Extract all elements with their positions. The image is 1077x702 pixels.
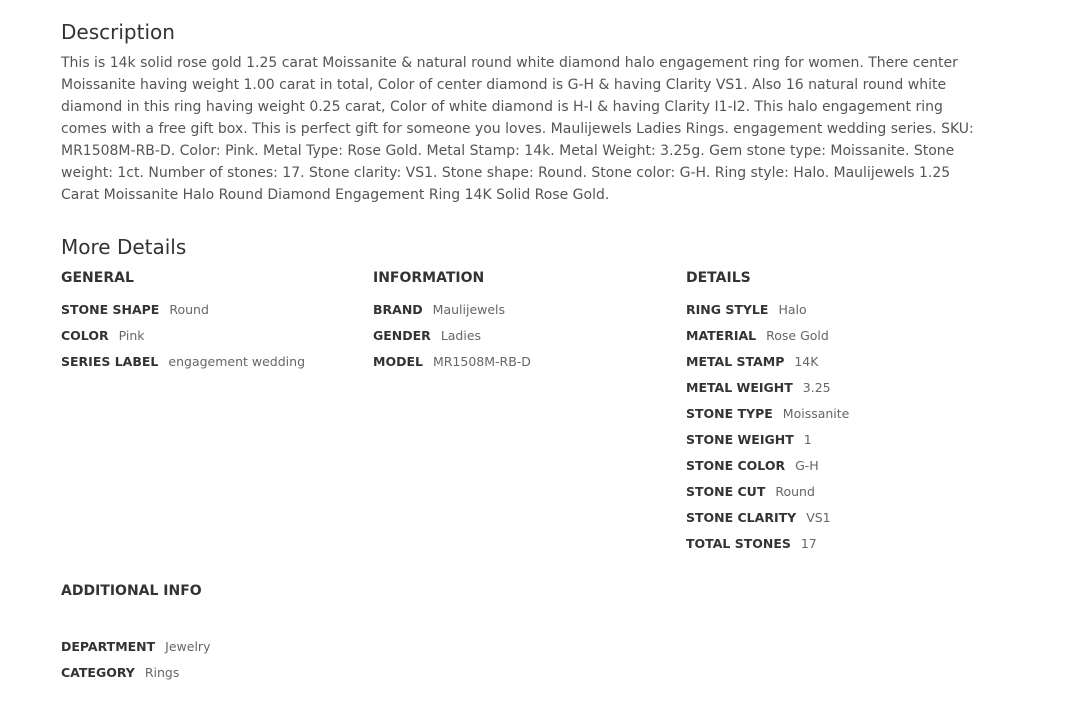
spec-value: Ladies [440,328,482,343]
spec-label: COLOR [61,328,109,343]
spec-row-metal-weight [686,378,849,404]
spec-label: RING STYLE [686,302,769,317]
spec-row-department [61,637,210,663]
spec-label: MODEL [373,354,423,369]
spec-row-category [61,663,210,689]
information-heading: INFORMATION [373,270,485,286]
spec-label: BRAND [373,302,423,317]
additional-info-section [61,581,210,689]
description-text: This is 14k solid rose gold 1.25 carat Moissanite & natural round white diamond halo engagement ring for women. There center Moissanite having weight 1.00 carat in total, Color of center diamond is G-H & having Clarity VS1. Also 16 natural round white diamond in this ring having weight 0.25 carat, Color of white diamond is H-I & having Clarity I1-I2. This halo engagement ring comes with a free gift box. This is perfect gift for someone you loves. Maulijewels Ladies Rings. engagement wedding series. SKU: MR1508M-RB-D. Color: Pink. Metal Type: Rose Gold. Metal Stamp: 14k. Metal Weight: 3.25g. Gem stone type: Moissanite. Stone weight: 1ct. Number of stones: 17. Stone clarity: VS1. Stone shape: Round. Stone color: G-H. Ring style: Halo. Maulijewels 1.25 Carat Moissanite Halo Round Diamond Engagement Ring 14K Solid Rose Gold. [61,55,974,203]
spec-value: engagement wedding [168,354,305,369]
spec-label: METAL STAMP [686,354,785,369]
spec-row-stone-shape [61,300,305,326]
spec-label: STONE TYPE [686,406,773,421]
spec-row-metal-stamp [686,352,849,378]
spec-value: Moissanite [782,406,850,421]
spec-row-brand [373,300,531,326]
spec-row-stone-cut [686,482,849,508]
spec-value: 14K [794,354,819,369]
spec-row-material [686,326,849,352]
spec-row-stone-weight [686,430,849,456]
information-column [373,268,531,378]
spec-row-ring-style [686,300,849,326]
general-heading: GENERAL [61,270,134,286]
spec-label: STONE WEIGHT [686,432,794,447]
spec-row-total-stones [686,534,849,560]
spec-label: MATERIAL [686,328,757,343]
spec-row-series-label [61,352,305,378]
spec-label: TOTAL STONES [686,536,791,551]
spec-label: STONE CLARITY [686,510,797,525]
spec-value: Rings [144,665,180,680]
details-heading: DETAILS [686,270,751,286]
spec-row-stone-type [686,404,849,430]
description-title: Description [61,20,175,44]
spec-value: Round [775,484,815,499]
additional-info-heading: ADDITIONAL INFO [61,583,202,599]
spec-value: G-H [795,458,819,473]
spec-value: Jewelry [165,639,211,654]
spec-row-model [373,352,531,378]
general-column [61,268,305,378]
spec-value: Rose Gold [766,328,829,343]
more-details-title: More Details [61,235,187,259]
spec-label: SERIES LABEL [61,354,159,369]
spec-value: 1 [803,432,812,447]
spec-value: Pink [118,328,145,343]
details-column [686,268,849,560]
spec-row-color [61,326,305,352]
spec-label: STONE COLOR [686,458,786,473]
spec-value: MR1508M-RB-D [432,354,531,369]
spec-label: DEPARTMENT [61,639,156,654]
spec-label: GENDER [373,328,431,343]
spec-row-stone-clarity [686,508,849,534]
spec-value: 3.25 [802,380,831,395]
spec-value: VS1 [806,510,831,525]
spec-row-gender [373,326,531,352]
spec-label: STONE SHAPE [61,302,160,317]
spec-label: STONE CUT [686,484,766,499]
spec-row-stone-color [686,456,849,482]
spec-value: 17 [800,536,817,551]
spec-value: Maulijewels [432,302,506,317]
spec-value: Halo [778,302,807,317]
spec-value: Round [169,302,209,317]
spec-label: CATEGORY [61,665,135,680]
spec-label: METAL WEIGHT [686,380,793,395]
